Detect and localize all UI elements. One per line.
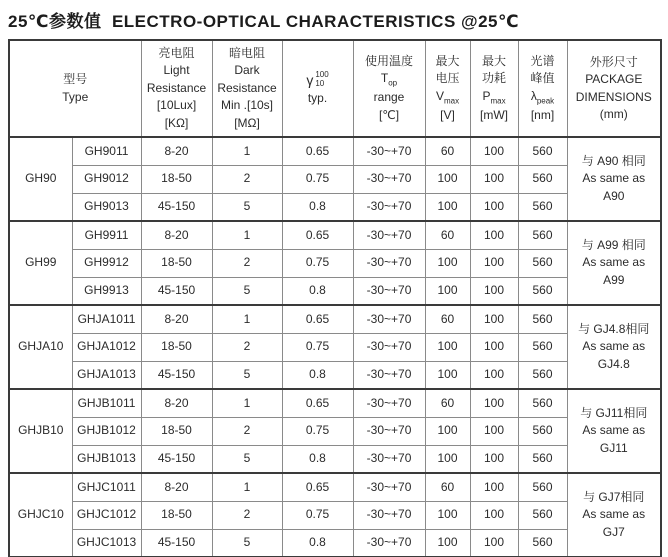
vmax-cell: 60 <box>425 473 470 501</box>
temp-cell: -30~+70 <box>353 137 425 165</box>
table-row <box>9 529 661 557</box>
temp-cell: -30~+70 <box>353 193 425 221</box>
vmax-cell: 100 <box>425 417 470 445</box>
light-cell: 8-20 <box>141 389 212 417</box>
package-cell <box>567 305 661 389</box>
package-line: 与 GJ7相同 <box>583 489 645 504</box>
table-row <box>9 165 661 193</box>
gamma-cell: 0.65 <box>282 221 353 249</box>
pmax-cell: 100 <box>470 137 518 165</box>
header-max-voltage: 最大 电压 $V_{max}$ [V] <box>425 40 470 137</box>
pmax-cell: 100 <box>470 221 518 249</box>
table-row <box>9 193 661 221</box>
package-line: As same as <box>582 423 646 438</box>
vmax-cell: 60 <box>425 221 470 249</box>
table-row <box>9 221 661 249</box>
pmax-cell: 100 <box>470 361 518 389</box>
series-name-cell: GHJC10 <box>9 473 72 557</box>
gamma-cell: 0.75 <box>282 165 353 193</box>
lambda-cell: 560 <box>518 333 567 361</box>
gamma-cell: 0.8 <box>282 193 353 221</box>
table-row <box>9 361 661 389</box>
model-cell: GHJA1012 <box>72 333 141 361</box>
table-row <box>9 333 661 361</box>
temp-cell: -30~+70 <box>353 249 425 277</box>
dark-cell: 5 <box>212 277 282 305</box>
vmax-cell: 60 <box>425 305 470 333</box>
model-cell: GH9911 <box>72 221 141 249</box>
lambda-cell: 560 <box>518 137 567 165</box>
characteristics-table <box>8 39 662 557</box>
dark-cell: 1 <box>212 137 282 165</box>
package-line: 与 A99 相同 <box>581 237 646 252</box>
vmax-cell: 100 <box>425 445 470 473</box>
gamma-sub: 10 <box>315 78 325 88</box>
vmax-cell: 60 <box>425 137 470 165</box>
gamma-cell: 0.8 <box>282 277 353 305</box>
package-line: 与 GJ11相同 <box>580 405 648 420</box>
temp-cell: -30~+70 <box>353 361 425 389</box>
vmax-cell: 100 <box>425 165 470 193</box>
model-cell: GHJC1012 <box>72 501 141 529</box>
header-package-dimensions: 外形尺寸 PACKAGE DIMENSIONS (mm) <box>567 40 661 137</box>
table-row <box>9 277 661 305</box>
model-cell: GHJB1011 <box>72 389 141 417</box>
vmax-cell: 100 <box>425 361 470 389</box>
series-name-cell: GHJB10 <box>9 389 72 473</box>
dark-cell: 2 <box>212 417 282 445</box>
dark-cell: 1 <box>212 305 282 333</box>
light-cell: 18-50 <box>141 333 212 361</box>
package-cell <box>567 137 661 221</box>
table-row <box>9 501 661 529</box>
model-cell: GHJA1011 <box>72 305 141 333</box>
pmax-cell: 100 <box>470 249 518 277</box>
light-cell: 45-150 <box>141 361 212 389</box>
dark-cell: 5 <box>212 529 282 557</box>
lambda-cell: 560 <box>518 529 567 557</box>
series-name-cell: GH99 <box>9 221 72 305</box>
temp-cell: -30~+70 <box>353 333 425 361</box>
pmax-cell: 100 <box>470 305 518 333</box>
pmax-cell: 100 <box>470 473 518 501</box>
package-line: As same as <box>582 507 646 522</box>
header-light-resistance: 亮电阻 Light Resistance [10Lux] [KΩ] <box>141 40 212 137</box>
header-spectral-peak: 光谱 峰值 $\lambda_{peak}$ [nm] <box>518 40 567 137</box>
lambda-cell: 560 <box>518 473 567 501</box>
pmax-cell: 100 <box>470 277 518 305</box>
light-cell: 45-150 <box>141 529 212 557</box>
model-cell: GHJC1013 <box>72 529 141 557</box>
package-line: A90 <box>603 188 625 203</box>
temp-cell: -30~+70 <box>353 445 425 473</box>
gamma-cell: 0.75 <box>282 417 353 445</box>
dark-cell: 5 <box>212 361 282 389</box>
light-cell: 8-20 <box>141 137 212 165</box>
model-cell: GH9913 <box>72 277 141 305</box>
gamma-cell: 0.75 <box>282 249 353 277</box>
series-name-cell: GH90 <box>9 137 72 221</box>
header-type <box>9 40 141 137</box>
light-cell: 18-50 <box>141 249 212 277</box>
temp-cell: -30~+70 <box>353 417 425 445</box>
lambda-cell: 560 <box>518 193 567 221</box>
package-cell <box>567 473 661 557</box>
dark-cell: 5 <box>212 193 282 221</box>
vmax-cell: 100 <box>425 529 470 557</box>
temp-cell: -30~+70 <box>353 305 425 333</box>
lambda-cell: 560 <box>518 501 567 529</box>
temp-cell: -30~+70 <box>353 165 425 193</box>
lambda-cell: 560 <box>518 305 567 333</box>
dark-cell: 2 <box>212 249 282 277</box>
header-gamma <box>282 40 353 137</box>
package-line: GJ7 <box>602 524 625 539</box>
lambda-cell: 560 <box>518 277 567 305</box>
temp-cell: -30~+70 <box>353 389 425 417</box>
light-cell: 45-150 <box>141 277 212 305</box>
light-cell: 45-150 <box>141 193 212 221</box>
pmax-cell: 100 <box>470 165 518 193</box>
pmax-cell: 100 <box>470 529 518 557</box>
package-line: GJ4.8 <box>597 356 630 371</box>
header-type-zh: 型号 <box>63 72 88 87</box>
pmax-cell: 100 <box>470 389 518 417</box>
table-header-row <box>9 40 661 137</box>
light-cell: 18-50 <box>141 501 212 529</box>
vmax-cell: 60 <box>425 389 470 417</box>
light-cell: 8-20 <box>141 221 212 249</box>
light-cell: 45-150 <box>141 445 212 473</box>
table-row <box>9 137 661 165</box>
model-cell: GHJC1011 <box>72 473 141 501</box>
gamma-cell: 0.65 <box>282 137 353 165</box>
header-operating-temperature: 使用温度 $T_{op}$ range [℃] <box>353 40 425 137</box>
model-cell: GHJB1013 <box>72 445 141 473</box>
temp-cell: -30~+70 <box>353 529 425 557</box>
model-cell: GH9912 <box>72 249 141 277</box>
pmax-cell: 100 <box>470 445 518 473</box>
vmax-cell: 100 <box>425 277 470 305</box>
package-line: 与 A90 相同 <box>581 153 646 168</box>
vmax-cell: 100 <box>425 501 470 529</box>
package-line: A99 <box>603 272 625 287</box>
pmax-cell: 100 <box>470 417 518 445</box>
series-name-cell: GHJA10 <box>9 305 72 389</box>
lambda-cell: 560 <box>518 417 567 445</box>
gamma-cell: 0.65 <box>282 473 353 501</box>
table-row <box>9 445 661 473</box>
header-type-en: Type <box>62 89 89 104</box>
temp-cell: -30~+70 <box>353 277 425 305</box>
gamma-cell: 0.8 <box>282 445 353 473</box>
dark-cell: 5 <box>212 445 282 473</box>
package-line: GJ11 <box>599 440 628 455</box>
gamma-cell: 0.8 <box>282 361 353 389</box>
header-max-power: 最大 功耗 $P_{max}$ [mW] <box>470 40 518 137</box>
light-cell: 8-20 <box>141 305 212 333</box>
lambda-cell: 560 <box>518 165 567 193</box>
dark-cell: 2 <box>212 333 282 361</box>
lambda-cell: 560 <box>518 361 567 389</box>
gamma-cell: 0.75 <box>282 333 353 361</box>
model-cell: GH9012 <box>72 165 141 193</box>
table-row <box>9 473 661 501</box>
pmax-cell: 100 <box>470 193 518 221</box>
package-cell <box>567 221 661 305</box>
light-cell: 8-20 <box>141 473 212 501</box>
package-line: As same as <box>582 339 646 354</box>
dark-cell: 2 <box>212 501 282 529</box>
temp-cell: -30~+70 <box>353 501 425 529</box>
gamma-cell: 0.8 <box>282 529 353 557</box>
dark-cell: 2 <box>212 165 282 193</box>
temp-cell: -30~+70 <box>353 221 425 249</box>
vmax-cell: 100 <box>425 333 470 361</box>
gamma-sup: 100 <box>315 69 329 79</box>
dark-cell: 1 <box>212 473 282 501</box>
vmax-cell: 100 <box>425 193 470 221</box>
gamma-symbol: γ <box>306 71 314 88</box>
gamma-cell: 0.75 <box>282 501 353 529</box>
lambda-cell: 560 <box>518 221 567 249</box>
light-cell: 18-50 <box>141 417 212 445</box>
package-line: 与 GJ4.8相同 <box>578 321 650 336</box>
pmax-cell: 100 <box>470 333 518 361</box>
lambda-cell: 560 <box>518 445 567 473</box>
table-row <box>9 389 661 417</box>
lambda-cell: 560 <box>518 249 567 277</box>
table-row <box>9 417 661 445</box>
package-cell <box>567 389 661 473</box>
package-line: As same as <box>582 255 646 270</box>
package-line: As same as <box>582 171 646 186</box>
pmax-cell: 100 <box>470 501 518 529</box>
dark-cell: 1 <box>212 221 282 249</box>
model-cell: GH9011 <box>72 137 141 165</box>
model-cell: GH9013 <box>72 193 141 221</box>
gamma-typ: typ. <box>307 91 328 105</box>
table-body <box>9 137 661 557</box>
dark-cell: 1 <box>212 389 282 417</box>
vmax-cell: 100 <box>425 249 470 277</box>
gamma-cell: 0.65 <box>282 305 353 333</box>
page-title: 25℃参数值 ELECTRO-OPTICAL CHARACTERISTICS @25℃ <box>8 12 520 31</box>
table-row <box>9 305 661 333</box>
table-row <box>9 249 661 277</box>
model-cell: GHJB1012 <box>72 417 141 445</box>
gamma-cell: 0.65 <box>282 389 353 417</box>
light-cell: 18-50 <box>141 165 212 193</box>
model-cell: GHJA1013 <box>72 361 141 389</box>
lambda-cell: 560 <box>518 389 567 417</box>
temp-cell: -30~+70 <box>353 473 425 501</box>
header-dark-resistance: 暗电阻 Dark Resistance Min .[10s] [MΩ] <box>212 40 282 137</box>
